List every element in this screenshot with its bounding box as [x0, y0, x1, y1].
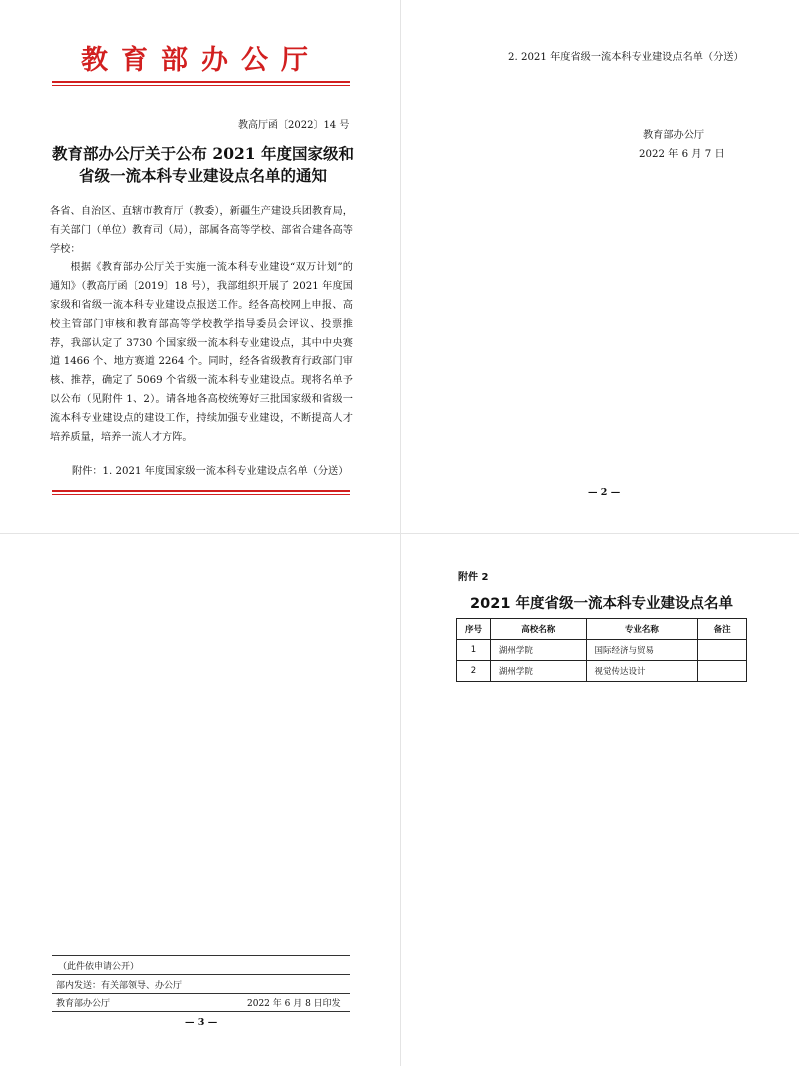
notice-title — [48, 143, 358, 187]
header-school: 高校名称 — [490, 619, 586, 640]
cell-note — [698, 661, 747, 682]
issuer: 教育部办公厅 — [56, 999, 111, 1009]
cell-school: 湖州学院 — [490, 640, 586, 661]
attachment-2: 2. 2021 年度省级一流本科专业建设点名单（分送） — [508, 52, 744, 63]
cell-major: 视觉传达设计 — [586, 661, 698, 682]
footer-rule-3 — [52, 993, 350, 994]
disclosure-note: （此件依申请公开） — [58, 962, 140, 972]
attachment-1: 附件：1. 2021 年度国家级一流本科专业建设点名单（分送） — [72, 466, 349, 477]
signing-organization: 教育部办公厅 — [643, 130, 705, 141]
body-paragraph: 根据《教育部办公厅关于实施一流本科专业建设“双万计划”的通知》（教高厅函〔2019〕18 号），我部组织开展了 2021 年度国家级和省级一流本科专业建设点报送工作。经各高校网上申报、高校主管部门审核和教育部高等学校教学指导委员会评议、投票推荐，我部认定了 3730 个国家级一流本科专业建设点，其中中央赛道 1466 个、地方赛道 2264 个。同时，经各省级教育行政部门审核、推荐，确定了 5069 个省级一流本科专业建设点。现将名单予以公布（见附件 1、2）。请各地各高校统筹好三批国家级和省级一流本科专业建设点的建设工作，持续加强专业建设，不断提高人才培养质量，培养一流人才方阵。 — [50, 262, 353, 443]
page-number-3: — 3 — — [185, 1017, 218, 1028]
cell-note — [698, 640, 747, 661]
table-row — [457, 640, 747, 661]
title-line-2: 省级一流本科专业建设点名单的通知 — [78, 166, 327, 185]
page-1 — [0, 0, 400, 533]
cell-school: 湖州学院 — [490, 661, 586, 682]
footer-red-line-thin — [52, 494, 350, 495]
print-date: 2022 年 6 月 8 日印发 — [247, 999, 341, 1009]
masthead-red-line-thin — [52, 85, 350, 86]
page-2 — [400, 0, 799, 533]
cell-major: 国际经济与贸易 — [586, 640, 698, 661]
footer-rule-2 — [52, 974, 350, 975]
page-number-2: — 2 — — [588, 487, 621, 498]
header-note: 备注 — [698, 619, 747, 640]
attachment-label: 附件 2 — [458, 572, 489, 583]
distribution-note: 部内发送：有关部领导、办公厅 — [56, 981, 183, 991]
header-major: 专业名称 — [586, 619, 698, 640]
addressee: 各省、自治区、直辖市教育厅（教委），新疆生产建设兵团教育局，有关部门（单位）教育司（局），部属各高等学校、部省合建各高等学校： — [50, 206, 353, 255]
masthead: 教育部办公厅 — [81, 45, 321, 76]
cell-number: 1 — [457, 640, 491, 661]
header-number: 序号 — [457, 619, 491, 640]
footer-rule-1 — [52, 955, 350, 956]
footer-red-line — [52, 490, 350, 492]
majors-table — [456, 618, 747, 682]
masthead-red-line — [52, 81, 350, 83]
cell-number: 2 — [457, 661, 491, 682]
signing-date: 2022 年 6 月 7 日 — [639, 149, 725, 160]
table-row — [457, 661, 747, 682]
list-title: 2021 年度省级一流本科专业建设点名单 — [470, 596, 733, 612]
document-number: 教高厅函〔2022〕14 号 — [238, 120, 350, 131]
table-header-row — [457, 619, 747, 640]
notice-body — [50, 203, 353, 447]
footer-rule-4 — [52, 1011, 350, 1012]
title-line-1: 教育部办公厅关于公布 2021 年度国家级和 — [52, 144, 354, 163]
